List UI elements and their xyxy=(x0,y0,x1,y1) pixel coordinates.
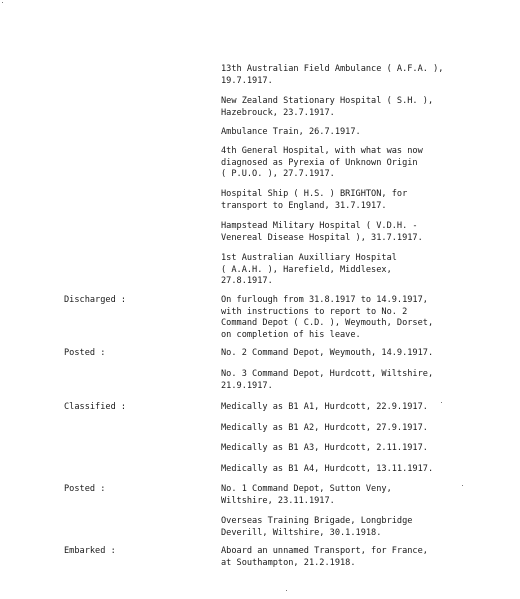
entry-stationary-hospital: New Zealand Stationary Hospital ( S.H. ), Hazebrouck, 23.7.1917. xyxy=(221,96,434,118)
entry-training-brigade: Overseas Training Brigade, Longbridge Deverill, Wiltshire, 30.1.1918. xyxy=(221,516,413,538)
entry-hospital-ship: Hospital Ship ( H.S. ) BRIGHTON, for transport to England, 31.7.1917. xyxy=(221,189,408,211)
entry-furlough: On furlough from 31.8.1917 to 14.9.1917, with instructions to report to No. 2 Command Depot ( C.D. ), Weymouth, Dorset, on completion of his leave. xyxy=(221,295,434,340)
entry-b1-a2: Medically as B1 A2, Hurdcott, 27.9.1917. xyxy=(221,423,428,433)
entry-afa: 13th Australian Field Ambulance ( A.F.A. ), 19.7.1917. xyxy=(221,64,444,86)
entry-ambulance-train: Ambulance Train, 26.7.1917. xyxy=(221,127,361,137)
label-discharged: Discharged : xyxy=(64,295,127,305)
entry-transport: Aboard an unnamed Transport, for France, at Southampton, 21.2.1918. xyxy=(221,546,428,568)
entry-military-hospital: Hampstead Military Hospital ( V.D.H. - Venereal Disease Hospital ), 31.7.1917. xyxy=(221,221,423,243)
entry-no3-depot: No. 3 Command Depot, Hurdcott, Wiltshire, 21.9.1917. xyxy=(221,369,434,391)
entry-b1-a1: Medically as B1 A1, Hurdcott, 22.9.1917. xyxy=(221,402,428,412)
label-posted: Posted : xyxy=(64,348,106,358)
entry-auxilliary-hospital: 1st Australian Auxilliary Hospital ( A.A.H. ), Harefield, Middlesex, 27.8.1917. xyxy=(221,253,397,287)
entry-b1-a4: Medically as B1 A4, Hurdcott, 13.11.1917. xyxy=(221,464,434,474)
scan-speck xyxy=(2,2,3,3)
entry-no1-depot: No. 1 Command Depot, Sutton Veny, Wiltshire, 23.11.1917. xyxy=(221,484,392,506)
entry-b1-a3: Medically as B1 A3, Hurdcott, 2.11.1917. xyxy=(221,443,428,453)
entry-general-hospital: 4th General Hospital, with what was now diagnosed as Pyrexia of Unknown Origin ( P.U.O. ), 27.7.1917. xyxy=(221,146,423,180)
scan-speck xyxy=(462,485,463,486)
label-posted: Posted : xyxy=(64,484,106,494)
scan-speck xyxy=(286,590,287,591)
label-classified: Classified : xyxy=(64,402,127,412)
label-embarked: Embarked : xyxy=(64,546,116,556)
entry-no2-depot: No. 2 Command Depot, Weymouth, 14.9.1917. xyxy=(221,348,434,358)
scan-speck xyxy=(441,402,442,403)
